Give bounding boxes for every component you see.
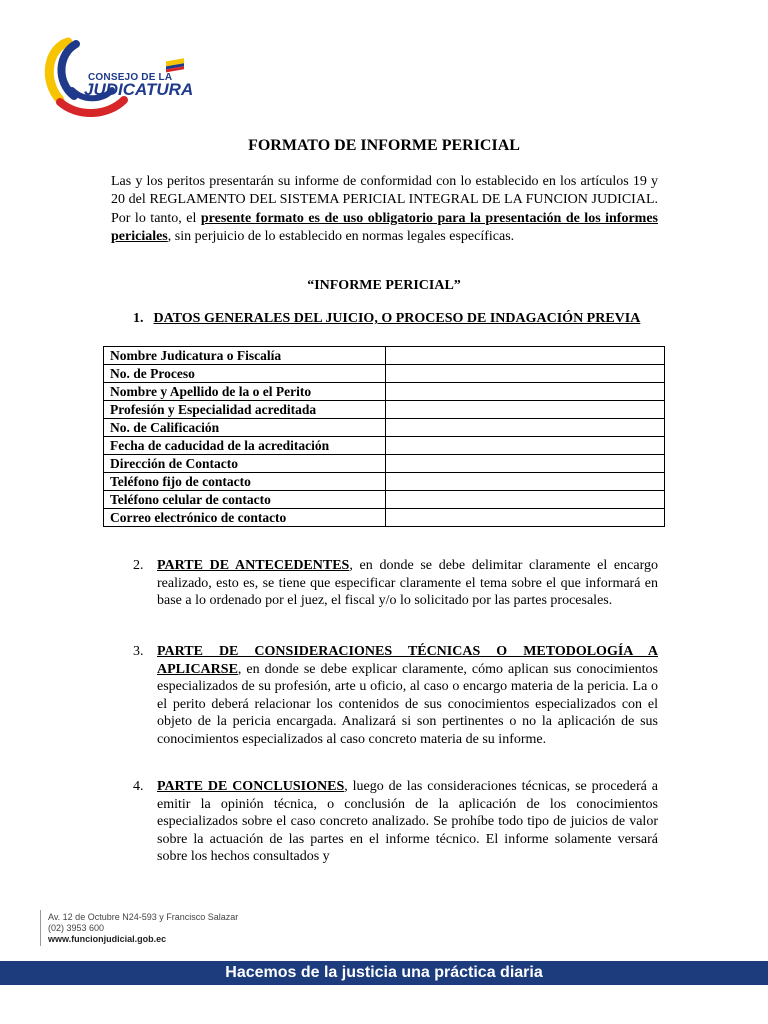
row-value[interactable] [385,383,664,401]
table-row [104,401,665,419]
row-label: Profesión y Especialidad acreditada [104,401,386,419]
section1-number: 1. [133,311,144,326]
intro-paragraph [111,173,658,247]
intro-text-2: , sin perjuicio de lo establecido en normas legales específicas. [167,229,515,245]
table-row [104,509,665,527]
row-value[interactable] [385,401,664,419]
table-row [104,383,665,401]
logo-line1: CONSEJO DE LA [88,72,173,83]
row-label: Teléfono celular de contacto [104,491,386,509]
row-label: No. de Proceso [104,365,386,383]
row-label: Correo electrónico de contacto [104,509,386,527]
item-text: , en donde se debe explicar claramente, cómo aplican sus conocimientos especializados de su profesión, arte u oficio, al caso o encargo materia de la pericia. La o el perito deberá relacionar los contenidos de sus conocimientos especializados con el objeto de la pericia encargada. Analizará si son pertinentes o no la aplicación de sus conocimientos especializados al caso concreto materia de su informe. [157,661,658,747]
row-label: Teléfono fijo de contacto [104,473,386,491]
footer-phone: (02) 3953 600 [48,923,105,933]
section-item [133,778,658,866]
row-value[interactable] [385,455,664,473]
row-value[interactable] [385,365,664,383]
footer-website[interactable]: www.funcionjudicial.gob.ec [48,934,167,944]
footer-contact [48,912,238,945]
row-value[interactable] [385,473,664,491]
table-row [104,473,665,491]
intro-underlined: presente formato es de uso obligatorio para la presentación de los informes periciales [111,210,659,245]
table-row [104,491,665,509]
row-value[interactable] [385,437,664,455]
item-heading: PARTE DE CONCLUSIONES [157,779,345,794]
logo-line2: JUDICATURA [84,80,194,99]
row-label: Nombre Judicatura o Fiscalía [104,347,386,365]
intro-text-1: Las y los peritos presentarán su informe de conformidad con lo establecido en los artículos 19 y 20 del REGLAMENTO DEL SISTEMA PERICIAL INTEGRAL DE LA FUNCION JUDICIAL. Por lo tanto, el [111,174,658,226]
table-row [104,455,665,473]
item-heading: PARTE DE CONSIDERACIONES TÉCNICAS O METODOLOGÍA A APLICARSE [157,644,658,677]
row-label: Fecha de caducidad de la acreditación [104,437,386,455]
table-row [104,365,665,383]
item-text: , en donde se debe delimitar claramente el encargo realizado, esto es, se tiene que especificar claramente el tema sobre el que informará en base a lo ordenado por el juez, el fiscal y/o lo solicitado por las partes procesales. [157,558,658,609]
row-value[interactable] [385,347,664,365]
document-title: FORMATO DE INFORME PERICIAL [248,137,520,154]
section-item [133,557,658,610]
item-number: 3. [133,644,144,659]
section1-title: DATOS GENERALES DEL JUICIO, O PROCESO DE INDAGACIÓN PREVIA [153,311,641,326]
section1-heading [133,311,640,327]
subtitle: “INFORME PERICIAL” [307,278,461,293]
row-value[interactable] [385,419,664,437]
row-value[interactable] [385,491,664,509]
section-item [133,643,658,749]
general-data-table [103,346,665,527]
item-heading: PARTE DE ANTECEDENTES [157,558,350,573]
row-value[interactable] [385,509,664,527]
table-row [104,437,665,455]
row-label: Nombre y Apellido de la o el Perito [104,383,386,401]
row-label: Dirección de Contacto [104,455,386,473]
item-number: 2. [133,558,144,573]
item-text: , luego de las consideraciones técnicas, se procederá a emitir la opinión técnica, o conclusión de la aplicación de los conocimientos especializados sobre el caso concreto analizado. Se prohíbe todo tipo de juicios de valor sobre la actuación de las partes en el informe técnico. El informe solamente versará sobre los hechos consultados y [157,779,658,865]
footer-slogan: Hacemos de la justicia una práctica diaria [225,964,543,981]
table-row [104,347,665,365]
item-number: 4. [133,779,144,794]
table-row [104,419,665,437]
row-label: No. de Calificación [104,419,386,437]
footer-address: Av. 12 de Octubre N24-593 y Francisco Salazar [48,912,239,922]
footer-divider [40,910,41,946]
